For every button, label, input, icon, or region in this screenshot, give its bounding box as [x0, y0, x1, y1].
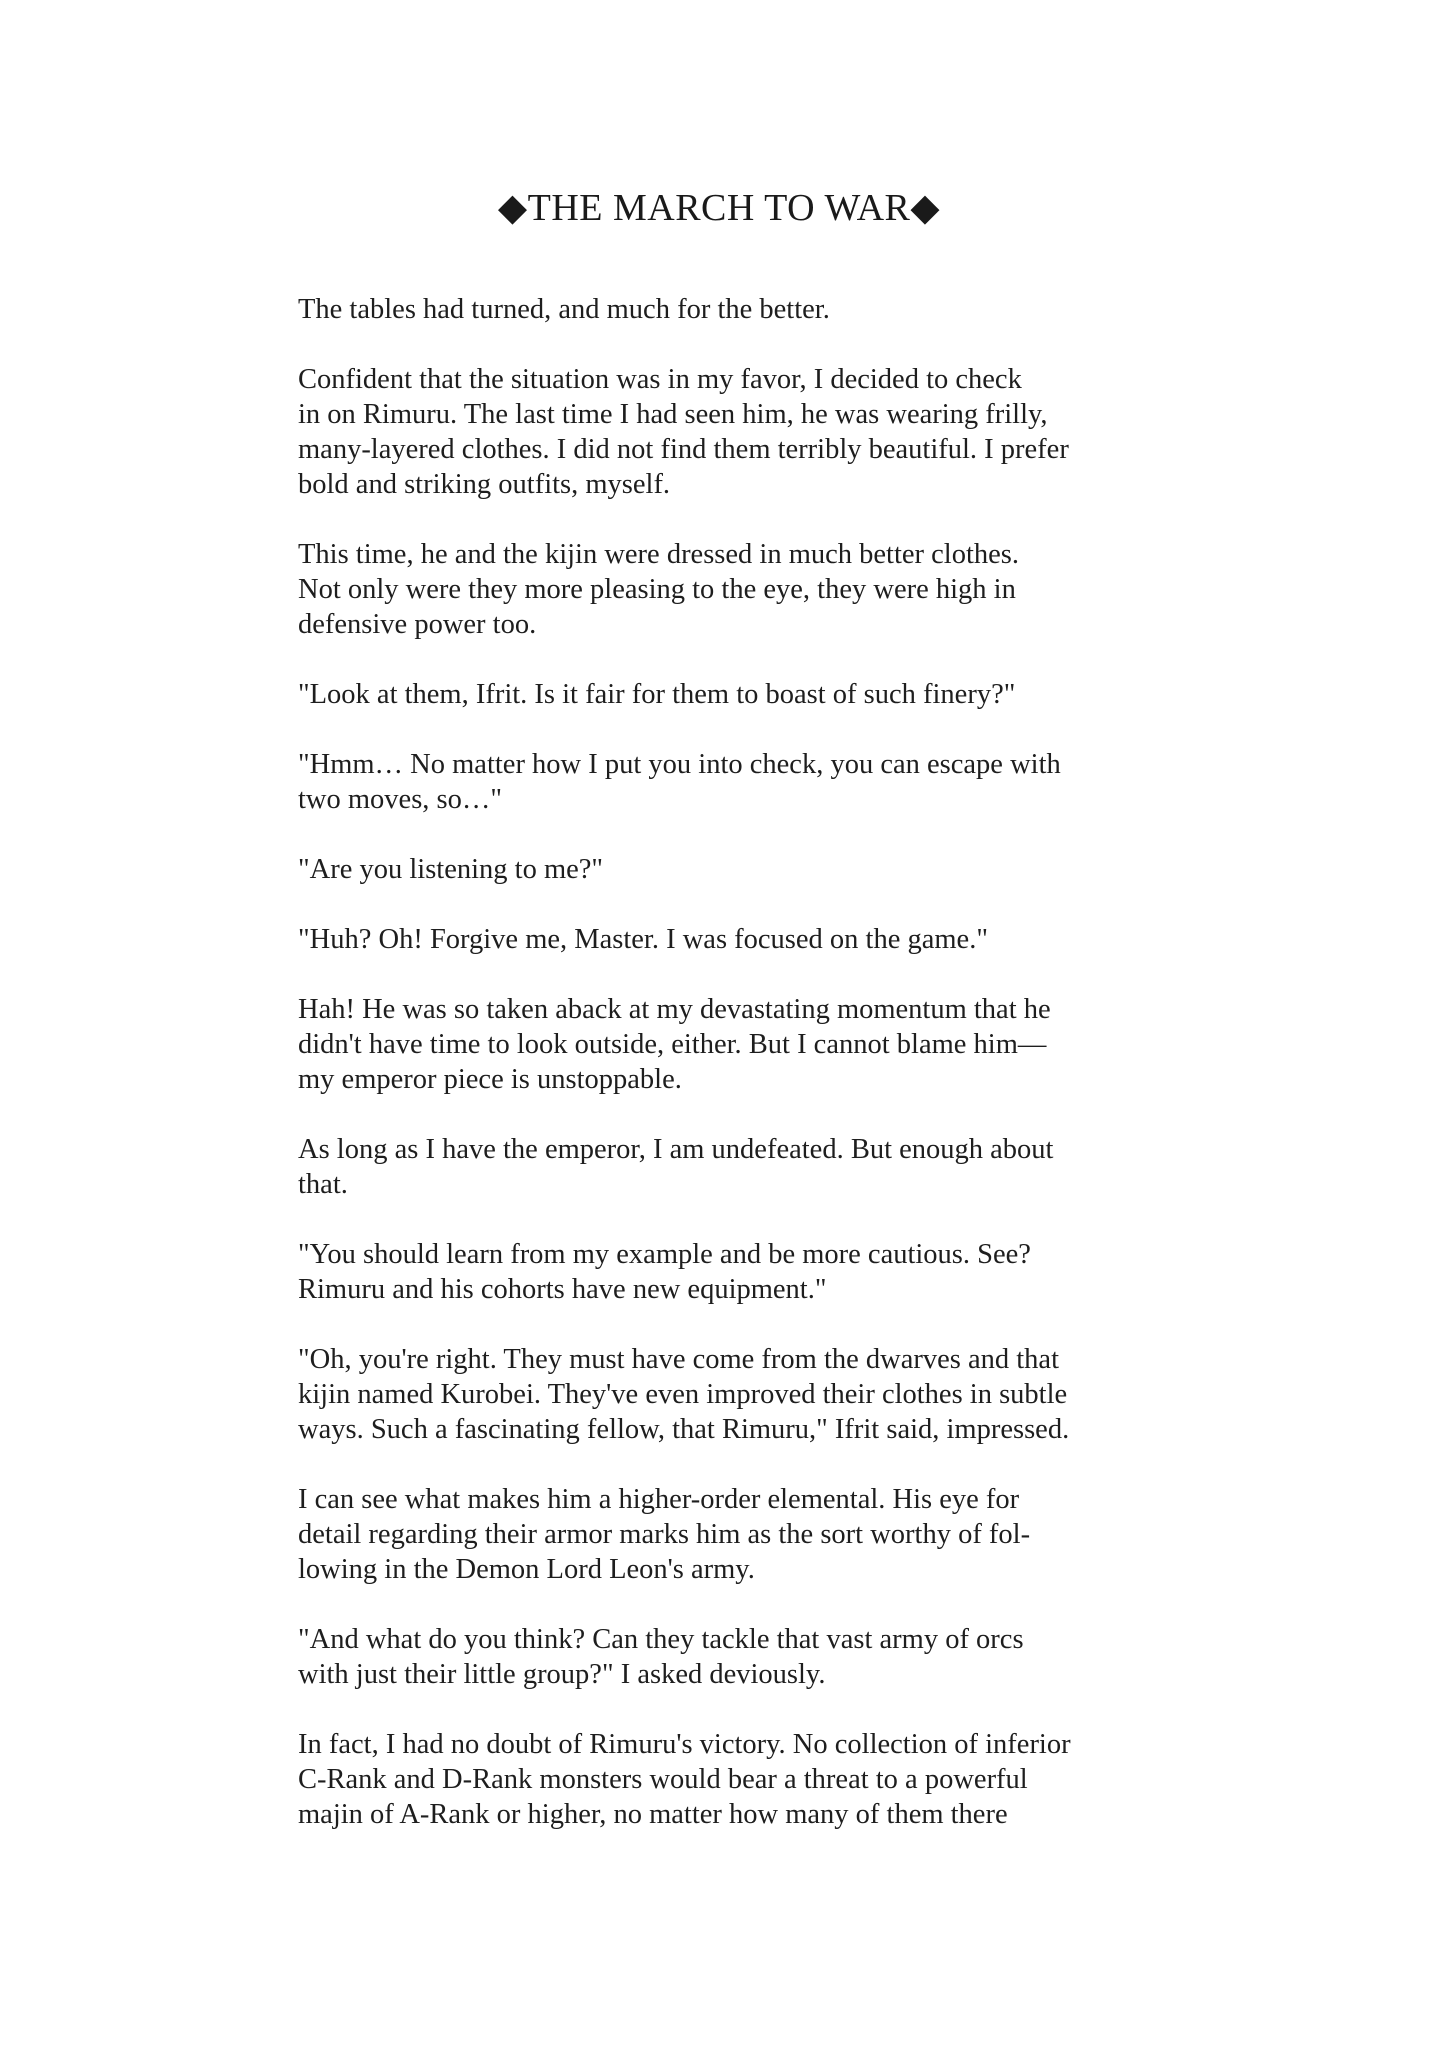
paragraph [298, 852, 1178, 887]
text-line: Rimuru and his cohorts have new equipment." [298, 1274, 827, 1305]
page-body-text [298, 292, 1178, 1867]
paragraph [298, 292, 1178, 327]
text-line: ways. Such a fascinating fellow, that Rimuru," Ifrit said, impressed. [298, 1414, 1070, 1445]
text-line: didn't have time to look outside, either. But I cannot blame him— [298, 1029, 1047, 1060]
chapter-title: ◆THE MARCH TO WAR◆ [497, 187, 941, 229]
text-line: This time, he and the kijin were dressed in much better clothes. [298, 539, 1020, 570]
text-line: bold and striking outfits, myself. [298, 469, 671, 500]
text-line: "Hmm… No matter how I put you into check, you can escape with [298, 749, 1061, 780]
text-line: my emperor piece is unstoppable. [298, 1064, 682, 1095]
paragraph [298, 1622, 1178, 1692]
text-line: "Huh? Oh! Forgive me, Master. I was focused on the game." [298, 924, 988, 955]
text-line: that. [298, 1169, 348, 1200]
text-line: "Look at them, Ifrit. Is it fair for them to boast of such finery?" [298, 679, 1016, 710]
paragraph [298, 1237, 1178, 1307]
text-line: with just their little group?" I asked deviously. [298, 1659, 826, 1690]
paragraph [298, 922, 1178, 957]
text-line: Not only were they more pleasing to the eye, they were high in [298, 574, 1016, 605]
text-line: defensive power too. [298, 609, 537, 640]
text-line: C-Rank and D-Rank monsters would bear a threat to a powerful [298, 1764, 1028, 1795]
paragraph [298, 1342, 1178, 1447]
paragraph [298, 1482, 1178, 1587]
text-line: As long as I have the emperor, I am undefeated. But enough about [298, 1134, 1054, 1165]
paragraph [298, 1727, 1178, 1832]
text-line: Hah! He was so taken aback at my devastating momentum that he [298, 994, 1051, 1025]
paragraph [298, 677, 1178, 712]
text-line: kijin named Kurobei. They've even improved their clothes in subtle [298, 1379, 1068, 1410]
paragraph [298, 537, 1178, 642]
text-line: detail regarding their armor marks him as the sort worthy of fol- [298, 1519, 1031, 1550]
text-line: The tables had turned, and much for the better. [298, 294, 830, 325]
text-line: I can see what makes him a higher-order elemental. His eye for [298, 1484, 1020, 1515]
paragraph [298, 362, 1178, 502]
text-line: "Oh, you're right. They must have come from the dwarves and that [298, 1344, 1059, 1375]
paragraph [298, 992, 1178, 1097]
text-line: two moves, so…" [298, 784, 503, 815]
text-line: many-layered clothes. I did not find them terribly beautiful. I prefer [298, 434, 1069, 465]
paragraph [298, 747, 1178, 817]
text-line: "You should learn from my example and be more cautious. See? [298, 1239, 1031, 1270]
text-line: "Are you listening to me?" [298, 854, 604, 885]
paragraph [298, 1132, 1178, 1202]
text-line: In fact, I had no doubt of Rimuru's victory. No collection of inferior [298, 1729, 1071, 1760]
text-line: in on Rimuru. The last time I had seen him, he was wearing frilly, [298, 399, 1048, 430]
text-line: lowing in the Demon Lord Leon's army. [298, 1554, 755, 1585]
text-line: majin of A-Rank or higher, no matter how many of them there [298, 1799, 1008, 1830]
text-line: Confident that the situation was in my favor, I decided to check [298, 364, 1022, 395]
text-line: "And what do you think? Can they tackle that vast army of orcs [298, 1624, 1024, 1655]
